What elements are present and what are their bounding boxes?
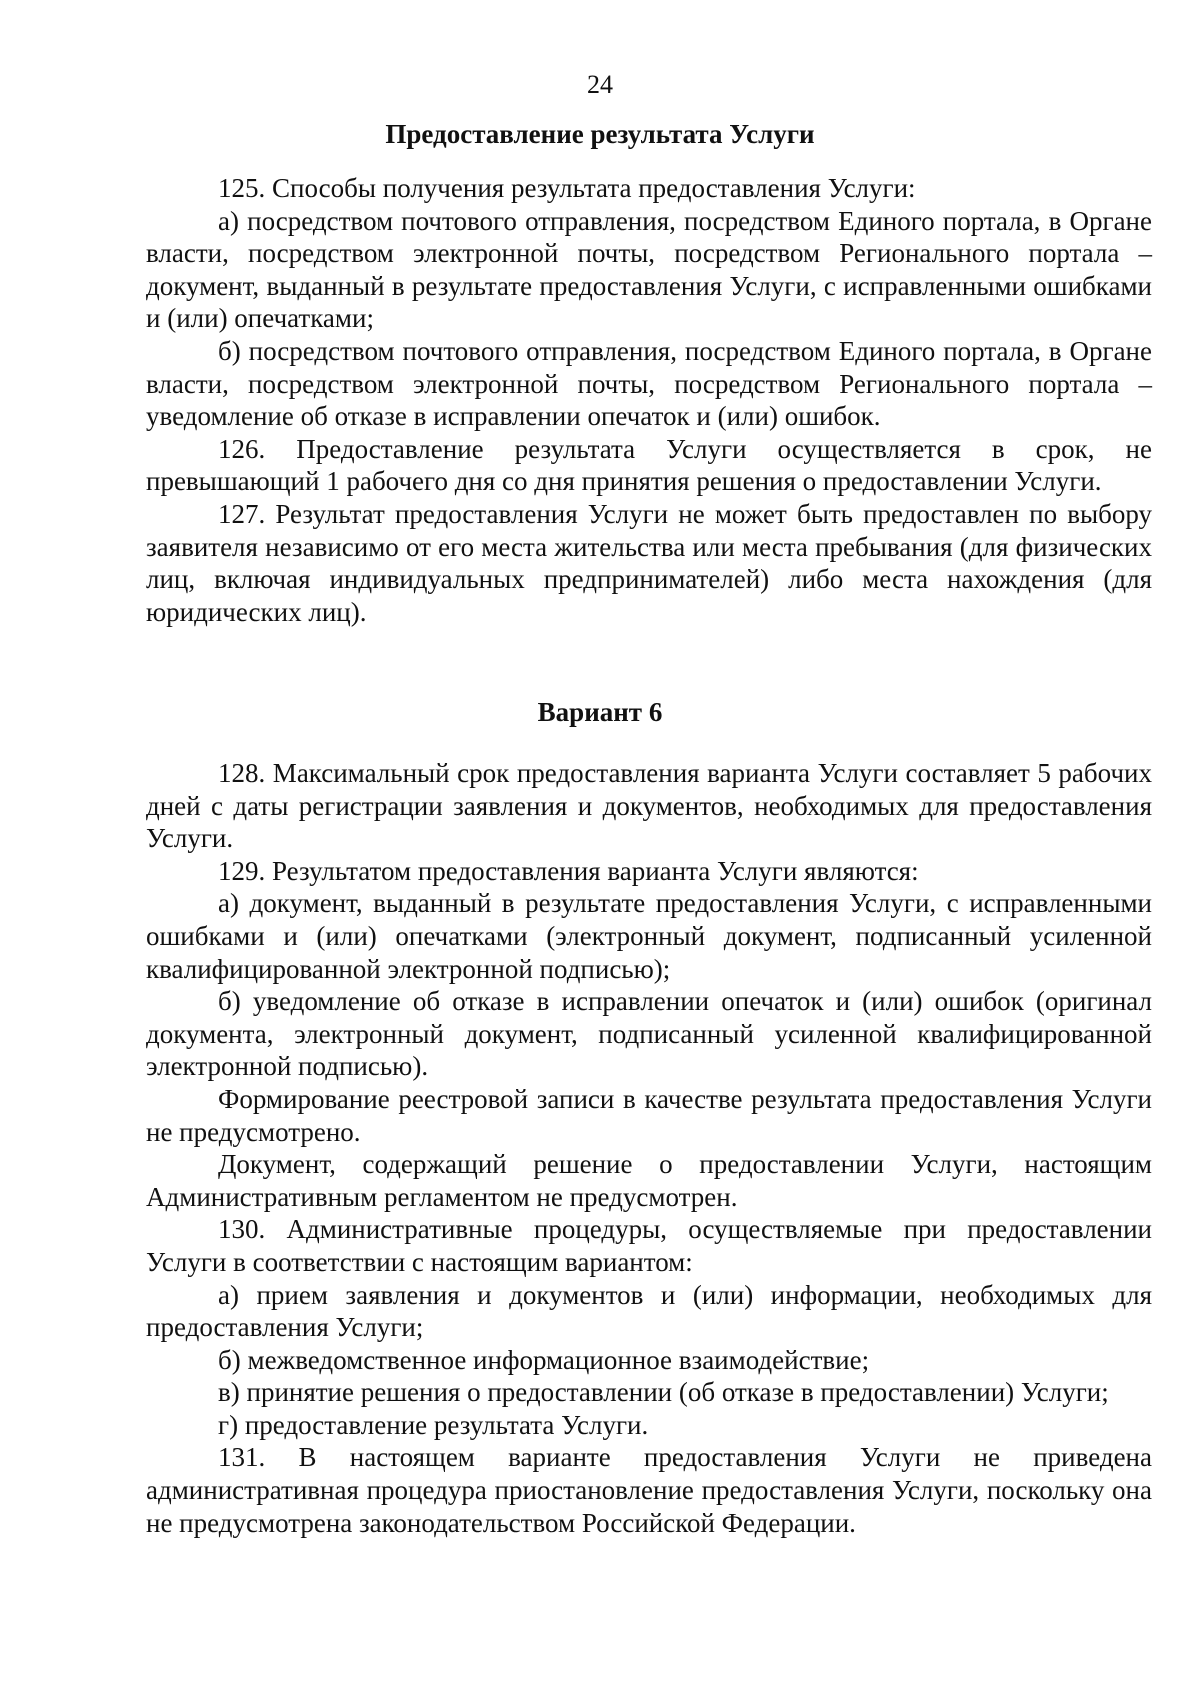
section-variant-6-body: [146, 757, 1152, 1539]
paragraph-128: 128. Максимальный срок предоставления варианта Услуги составляет 5 рабочих дней с даты регистрации заявления и документов, необходимых для предоставления Услуги.: [146, 758, 1152, 854]
paragraph-130-b: б) межведомственное информационное взаимодействие;: [218, 1344, 870, 1375]
paragraph-registry-record: Формирование реестровой записи в качестве результата предоставления Услуги не предусмотрено.: [146, 1083, 1152, 1147]
section-result-body: [146, 172, 1152, 628]
section-heading-result: Предоставление результата Услуги: [385, 119, 815, 149]
paragraph-129-b: б) уведомление об отказе в исправлении опечаток и (или) ошибок (оригинал документа, электронный документ, подписанный усиленной квалифицированной электронной подписью).: [146, 986, 1152, 1082]
paragraph-126: 126. Предоставление результата Услуги осуществляется в срок, не превышающий 1 рабочего дня со дня принятия решения о предоставлении Услуги.: [146, 433, 1152, 497]
paragraph-125-b: б) посредством почтового отправления, посредством Единого портала, в Органе власти, посредством электронной почты, посредством Регионального портала – уведомление об отказе в исправлении опечаток и (или) ошибок.: [146, 335, 1152, 432]
paragraph-decision-document: Документ, содержащий решение о предоставлении Услуги, настоящим Административным регламентом не предусмотрен.: [146, 1149, 1152, 1212]
paragraph-130-a: а) прием заявления и документов и (или) информации, необходимых для предоставления Услуги;: [146, 1279, 1152, 1343]
paragraph-131: 131. В настоящем варианте предоставления Услуги не приведена административная процедура приостановление предоставления Услуги, поскольку она не предусмотрена законодательством Российской Федерации.: [146, 1442, 1152, 1538]
paragraph-127: 127. Результат предоставления Услуги не может быть предоставлен по выбору заявителя независимо от его места жительства или места пребывания (для физических лиц, включая индивидуальных предпринимателей) либо места нахождения (для юридических лиц).: [146, 498, 1152, 627]
paragraph-130-g: г) предоставление результата Услуги.: [218, 1409, 649, 1440]
paragraph-130: 130. Административные процедуры, осуществляемые при предоставлении Услуги в соответствии с настоящим вариантом:: [146, 1214, 1152, 1277]
paragraph-129: 129. Результатом предоставления варианта Услуги являются:: [218, 855, 919, 886]
paragraph-125-a: а) посредством почтового отправления, посредством Единого портала, в Органе власти, посредством электронной почты, посредством Регионального портала – документ, выданный в результате предоставления Услуги, с исправленными ошибками и (или) опечатками;: [146, 205, 1152, 334]
paragraph-129-a: а) документ, выданный в результате предоставления Услуги, с исправленными ошибками и (или) опечатками (электронный документ, подписанный усиленной квалифицированной электронной подписью);: [146, 888, 1152, 984]
page-number: 24: [587, 70, 613, 99]
section-heading-variant-6: Вариант 6: [537, 697, 663, 727]
paragraph-125: 125. Способы получения результата предоставления Услуги:: [218, 173, 916, 203]
paragraph-130-v: в) принятие решения о предоставлении (об отказе в предоставлении) Услуги;: [218, 1377, 1109, 1408]
